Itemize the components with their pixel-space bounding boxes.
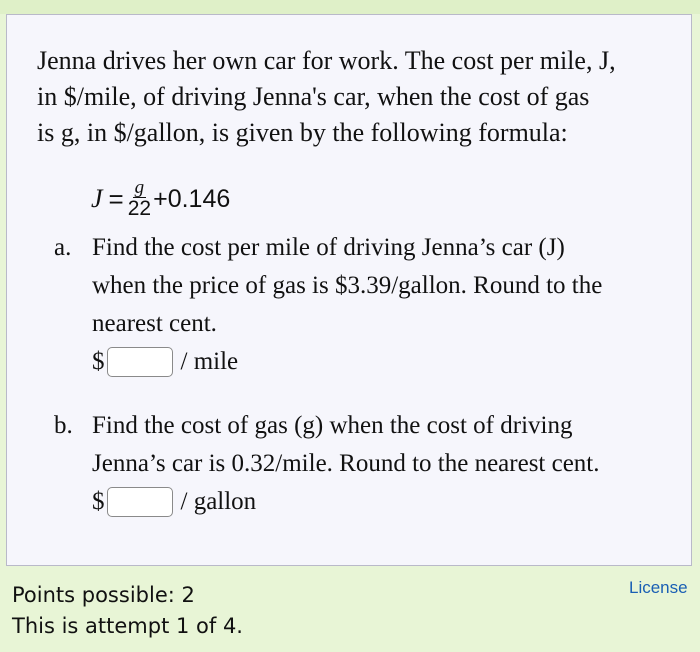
part-b-line-1: Find the cost of gas (g) when the cost of driving bbox=[92, 412, 573, 439]
part-b bbox=[54, 407, 684, 527]
part-b-body bbox=[92, 407, 672, 521]
license-link[interactable]: License bbox=[629, 578, 688, 597]
points-possible: Points possible: 2 bbox=[12, 583, 195, 607]
intro-line-1: Jenna drives her own car for work. The cost per mile, J, bbox=[37, 46, 616, 75]
part-a-answer-input[interactable] bbox=[107, 347, 173, 377]
part-a-unit: / mile bbox=[180, 348, 239, 375]
part-b-unit: / gallon bbox=[180, 488, 257, 515]
top-strip bbox=[0, 0, 700, 14]
part-a-dollar-sign: $ bbox=[92, 348, 105, 375]
part-a-line-1: Find the cost per mile of driving Jenna’s car (J) bbox=[92, 234, 565, 261]
attempt-counter: This is attempt 1 of 4. bbox=[12, 614, 243, 638]
formula-constant: +0.146 bbox=[153, 184, 231, 213]
part-a-line-3: nearest cent. bbox=[92, 310, 217, 337]
part-b-line-2: Jenna’s car is 0.32/mile. Round to the nearest cent. bbox=[92, 450, 600, 477]
part-b-dollar-sign: $ bbox=[92, 488, 105, 515]
part-a-answer-row bbox=[92, 343, 672, 381]
question-card bbox=[6, 14, 692, 566]
part-b-marker: b. bbox=[54, 412, 73, 439]
formula-fraction bbox=[128, 178, 151, 220]
formula-lhs: J bbox=[91, 184, 103, 213]
part-b-answer-input[interactable] bbox=[107, 487, 173, 517]
part-a-line-2: when the price of gas is $3.39/gallon. Round to the bbox=[92, 272, 603, 299]
part-a bbox=[54, 229, 684, 389]
part-b-answer-row bbox=[92, 483, 672, 521]
intro-line-2: in $/mile, of driving Jenna's car, when the cost of gas bbox=[37, 82, 590, 111]
points-info bbox=[12, 580, 243, 642]
fraction-denominator: 22 bbox=[127, 197, 152, 220]
intro-line-3: is g, in $/gallon, is given by the following formula: bbox=[37, 118, 568, 147]
cost-formula bbox=[91, 175, 230, 223]
fraction-numerator: g bbox=[134, 177, 145, 198]
part-a-body bbox=[92, 229, 672, 381]
question-intro bbox=[37, 43, 677, 151]
formula-equals: = bbox=[108, 183, 124, 214]
part-a-marker: a. bbox=[54, 234, 72, 261]
